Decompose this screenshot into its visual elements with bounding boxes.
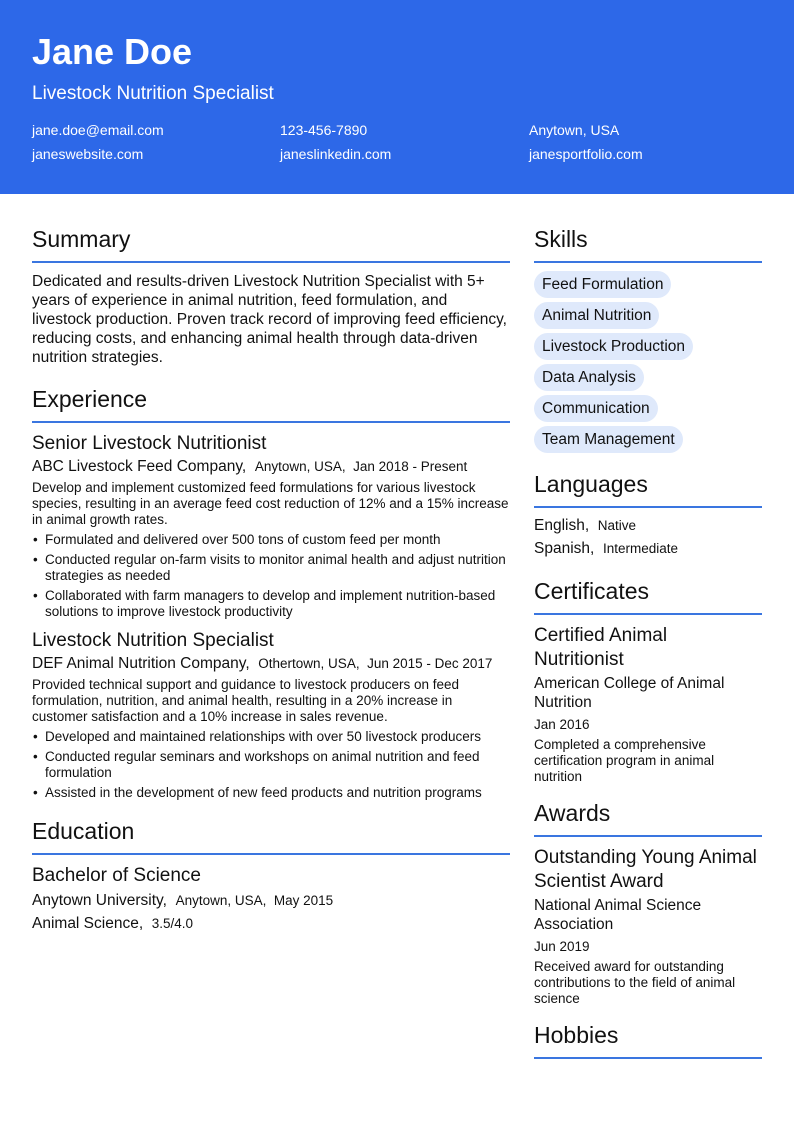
degree-title: Bachelor of Science xyxy=(32,865,201,886)
certificate-date: Jan 2016 xyxy=(534,717,590,732)
job-bullets xyxy=(32,729,510,801)
experience-heading: Experience xyxy=(32,385,510,423)
candidate-title: Livestock Nutrition Specialist xyxy=(32,83,274,104)
job-bullets xyxy=(32,532,510,620)
education-section xyxy=(32,817,510,935)
job-description: Provided technical support and guidance to livestock producers on feed formulation, nutrition, and animal health, resulting in a 20% increase in customer satisfaction and a 10% increase in sales revenue. xyxy=(32,677,460,724)
summary-heading: Summary xyxy=(32,225,510,263)
awards-section xyxy=(534,799,762,1007)
certificate-issuer: American College of Animal Nutrition xyxy=(534,675,725,711)
school-location: Anytown, USA xyxy=(175,893,263,908)
candidate-name: Jane Doe xyxy=(32,31,193,72)
job-entry xyxy=(32,432,510,620)
graduation-date: May 2015 xyxy=(273,893,334,908)
contact-linkedin[interactable]: janeslinkedin.com xyxy=(280,146,392,162)
award-title: Outstanding Young Animal Scientist Award xyxy=(534,847,757,892)
job-meta: ABC Livestock Feed Company, Anytown, USA, Jan 2018 - Present xyxy=(32,458,468,475)
certificate-item xyxy=(534,624,762,785)
award-issuer: National Animal Science Association xyxy=(534,897,702,933)
hobbies-heading: Hobbies xyxy=(534,1021,762,1059)
job-dates: Jan 2018 - Present xyxy=(353,459,468,474)
field-of-study: Animal Science xyxy=(32,915,139,932)
award-date: Jun 2019 xyxy=(534,939,590,954)
certificate-title: Certified Animal Nutritionist xyxy=(534,625,668,670)
skill-chip: Team Management xyxy=(534,426,683,453)
education-field-line: Animal Science, 3.5/4.0 xyxy=(32,915,194,932)
summary-text: Dedicated and results-driven Livestock Nutrition Specialist with 5+ years of experience in animal nutrition, feed formulation, and livestock production. Proven track record of improving feed efficiency, reducing costs, and enhancing animal health through data-driven nutrition strategies. xyxy=(32,273,507,366)
skills-list xyxy=(534,271,762,457)
school-name: Anytown University xyxy=(32,892,163,909)
languages-section xyxy=(534,470,762,560)
contact-location: Anytown, USA xyxy=(529,122,620,138)
certificate-description: Completed a comprehensive certification program in animal nutrition xyxy=(534,737,715,784)
job-bullet: • Conducted regular on-farm visits to monitor animal health and adjust nutrition strategies as needed xyxy=(33,552,506,583)
main-column xyxy=(32,225,510,935)
experience-section xyxy=(32,385,510,801)
skill-chip: Livestock Production xyxy=(534,333,693,360)
job-company: ABC Livestock Feed Company xyxy=(32,458,242,475)
side-column xyxy=(534,225,762,1059)
skills-section xyxy=(534,225,762,457)
job-company: DEF Animal Nutrition Company xyxy=(32,655,246,672)
language-level: Intermediate xyxy=(602,541,678,556)
award-item xyxy=(534,846,762,1007)
gpa: 3.5/4.0 xyxy=(151,916,194,931)
contact-email[interactable]: jane.doe@email.com xyxy=(32,122,164,138)
skill-chip: Feed Formulation xyxy=(534,271,671,298)
skills-heading: Skills xyxy=(534,225,762,263)
job-location: Anytown, USA xyxy=(254,459,342,474)
job-title: Senior Livestock Nutritionist xyxy=(32,433,267,454)
language-item: Spanish, Intermediate xyxy=(534,540,678,557)
job-dates: Jun 2015 - Dec 2017 xyxy=(367,656,493,671)
language-item: English, Native xyxy=(534,517,637,534)
resume-header xyxy=(0,0,794,194)
language-name: English xyxy=(534,517,585,534)
job-location: Othertown, USA xyxy=(258,656,356,671)
certificates-section xyxy=(534,577,762,785)
languages-heading: Languages xyxy=(534,470,762,508)
job-bullet: • Assisted in the development of new feed products and nutrition programs xyxy=(33,785,482,800)
job-description: Develop and implement customized feed formulations for various livestock species, resulting in an average feed cost reduction of 12% and a 15% increase in animal growth rates. xyxy=(32,480,509,527)
languages-list xyxy=(534,514,762,560)
job-title: Livestock Nutrition Specialist xyxy=(32,630,274,651)
job-entry xyxy=(32,629,510,801)
skill-chip: Communication xyxy=(534,395,658,422)
job-bullet: • Developed and maintained relationships with over 50 livestock producers xyxy=(33,729,481,744)
job-bullet: • Conducted regular seminars and workshops on animal nutrition and feed formulation xyxy=(33,749,480,780)
language-level: Native xyxy=(597,518,637,533)
job-meta: DEF Animal Nutrition Company, Othertown, USA, Jun 2015 - Dec 2017 xyxy=(32,655,493,672)
hobbies-section xyxy=(534,1021,762,1059)
contact-website[interactable]: janeswebsite.com xyxy=(32,146,144,162)
contact-phone[interactable]: 123-456-7890 xyxy=(280,122,368,138)
certificates-heading: Certificates xyxy=(534,577,762,615)
skill-chip: Animal Nutrition xyxy=(534,302,659,329)
job-bullet: • Collaborated with farm managers to develop and implement nutrition-based solutions to improve livestock productivity xyxy=(33,588,496,619)
education-heading: Education xyxy=(32,817,510,855)
job-bullet: • Formulated and delivered over 500 tons of custom feed per month xyxy=(33,532,441,547)
education-meta: Anytown University, Anytown, USA, May 2015 xyxy=(32,892,334,909)
award-description: Received award for outstanding contributions to the field of animal science xyxy=(534,959,736,1006)
skill-chip: Data Analysis xyxy=(534,364,644,391)
awards-heading: Awards xyxy=(534,799,762,837)
summary-section xyxy=(32,225,510,367)
contact-portfolio[interactable]: janesportfolio.com xyxy=(529,146,643,162)
language-name: Spanish xyxy=(534,540,591,557)
